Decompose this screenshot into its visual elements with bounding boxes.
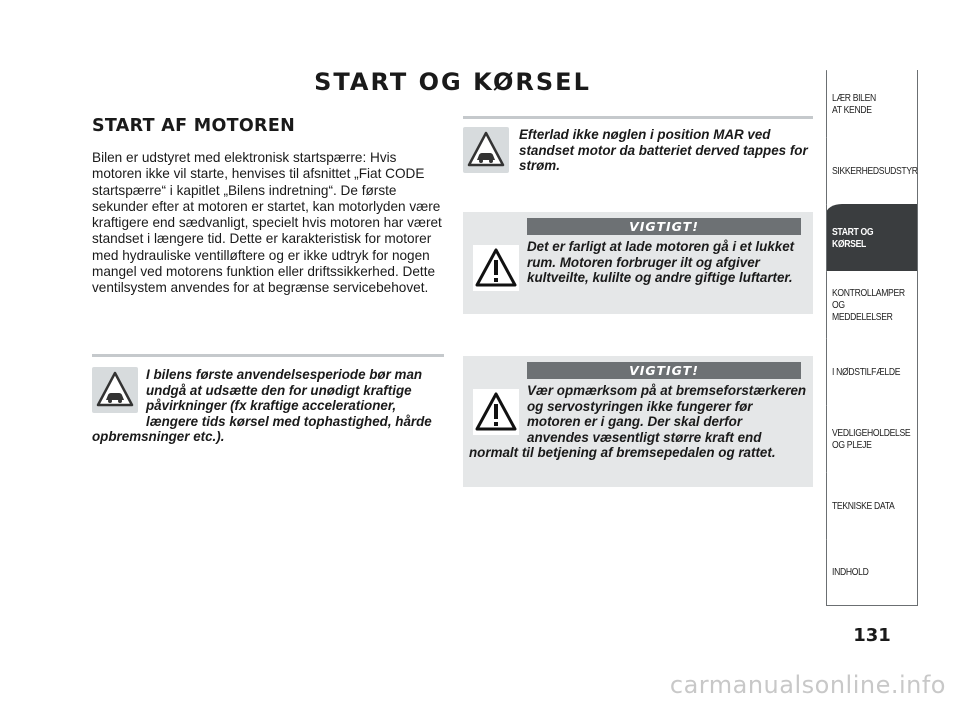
warning-box-2 [463, 356, 813, 487]
car-note-icon [463, 127, 509, 173]
tab-label: KONTROLLAMPER OG MEDDELELSER [832, 286, 905, 323]
warning-text: Det er farligt at lade motoren gå i et lukket rum. Motoren forbruger ilt og afgiver kultveilte, kulilte og andre giftige luftarter. [527, 239, 795, 286]
note-right [463, 116, 813, 175]
page-number: 131 [853, 625, 891, 646]
note-left [92, 354, 444, 445]
tab-tekniske-data[interactable] [826, 472, 918, 539]
warning-triangle-icon [473, 245, 519, 291]
tab-sikkerhedsudstyr[interactable] [826, 137, 918, 204]
body-paragraph: Bilen er udstyret med elektronisk startspærre: Hvis motoren ikke vil starte, henvises til afsnittet „Fiat CODE startspærre“ i kapitlet „Bilens indretning“. De første sekunder efter at motoren er startet, kan motorlyden være kraftigere end sædvanligt, specielt hvis motoren har været standset i længere tid. Dette er karakteristisk for motorer med hydrauliske ventilløftere og er ikke udtryk for nogen mangel ved motorens funktion eller driftssikkerhed. Dette ventilsystem anvendes for at begrænse servicebehovet. [92, 150, 442, 296]
chapter-sidebar [826, 70, 918, 606]
warning-label: VIGTIGT! [527, 362, 801, 379]
tab-label: I NØDSTILFÆLDE [832, 365, 901, 378]
tab-label: TEKNISKE DATA [832, 499, 895, 512]
watermark: carmanualsonline.info [669, 671, 946, 699]
section-heading: START AF MOTOREN [92, 116, 296, 136]
tab-kontrollamper[interactable] [826, 271, 918, 338]
tab-label: START OG KØRSEL [832, 225, 874, 250]
tab-label: VEDLIGEHOLDELSE OG PLEJE [832, 426, 911, 451]
tab-label: INDHOLD [832, 566, 869, 578]
car-note-icon [92, 367, 138, 413]
tab-i-nodstilfaelde[interactable] [826, 338, 918, 405]
tab-start-og-korsel[interactable] [826, 204, 918, 271]
tab-label: LÆR BILEN AT KENDE [832, 91, 876, 116]
warning-text: Vær opmærksom på at bremseforstærkeren og servostyringen ikke fungerer før motoren er i gang. Der skal derfor anvendes væsentligt større kraft end normalt til betjening af bremsepedalen og rattet. [469, 383, 807, 461]
warning-triangle-icon [473, 389, 519, 435]
tab-label: SIKKERHEDSUDSTYR [832, 164, 918, 177]
tab-vedligeholdelse[interactable] [826, 405, 918, 472]
page-title: START OG KØRSEL [314, 68, 591, 96]
tab-indhold[interactable] [826, 539, 918, 606]
tab-laer-bilen-at-kende[interactable] [826, 70, 918, 137]
note-left-text: I bilens første anvendelsesperiode bør man undgå at udsætte den for unødigt kraftige påvirkninger (fx kraftige accelerationer, længere tids kørsel med tophastighed, hårde opbremsninger etc.). [92, 367, 432, 445]
warning-label: VIGTIGT! [527, 218, 801, 235]
note-right-text: Efterlad ikke nøglen i position MAR ved standset motor da batteriet derved tappes for strøm. [519, 127, 808, 174]
warning-box-1 [463, 212, 813, 314]
